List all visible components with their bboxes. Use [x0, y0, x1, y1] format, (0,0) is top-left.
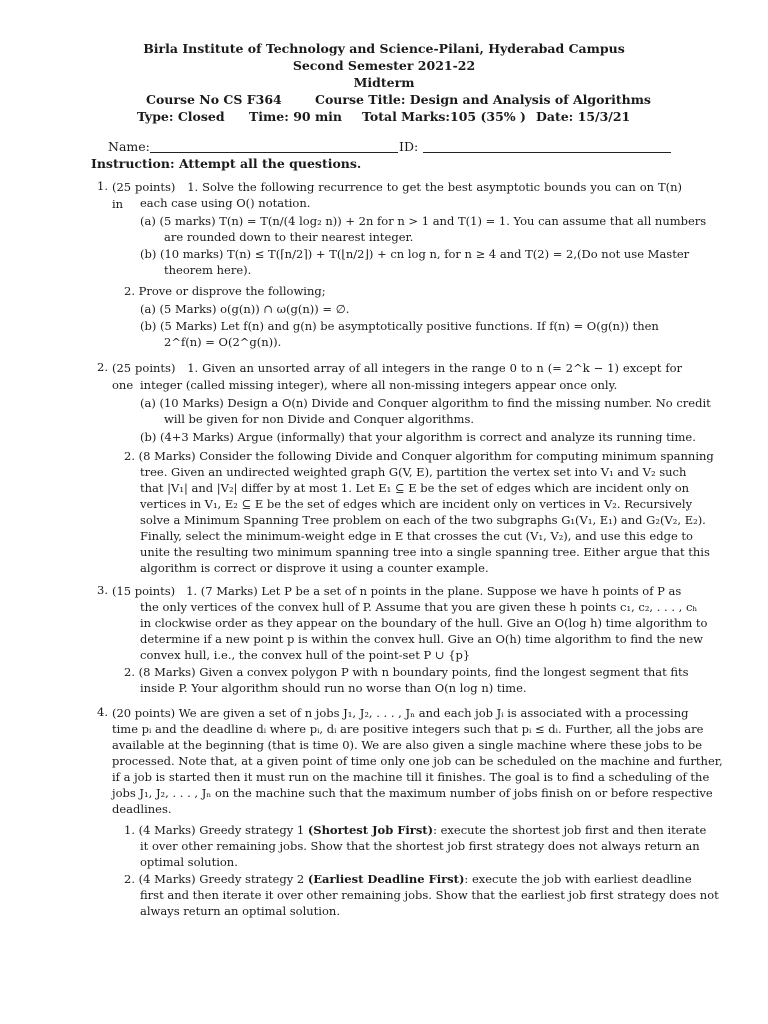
q3-points: (15 points) [112, 584, 176, 598]
q1-a-line1: (a) (5 marks) T(n) = T(n/(4 log₂ n)) + 2n for n > 1 and T(1) = 1. You can assume that all numbers [140, 214, 707, 228]
q3-p2-line2: inside P. Your algorithm should run no worse than O(n log n) time. [140, 681, 527, 695]
q3-p1-line5: convex hull, i.e., the convex hull of the point-set P ∪ {p} [140, 648, 471, 662]
q4-s2-strategy: (Earliest Deadline First) [307, 872, 465, 886]
q1-p2-a: (a) (5 Marks) o(g(n)) ∩ ω(g(n)) = ∅. [140, 302, 350, 316]
q2-p2-line4: vertices in V₁, E₂ ⊆ E be the set of edges which are incident only on vertices in V₂. Recursively [140, 497, 693, 511]
q4-line6: jobs J₁, J₂, . . . , Jₙ on the machine such that the maximum number of jobs finish on or before respective [112, 786, 713, 800]
q2-p1-line2: integer (called missing integer), where all non-missing integers appear once only. [140, 378, 618, 392]
q1-p2-b-line2: 2^f(n) = O(2^g(n)). [164, 335, 282, 349]
q1-a-line2: are rounded down to their nearest integer. [164, 230, 414, 244]
q1-number: 1. [97, 179, 108, 193]
q1-p2-b-line1: (b) (5 Marks) Let f(n) and g(n) be asymptotically positive functions. If f(n) = O(g(n)) then [140, 319, 659, 333]
course-no: Course No CS F364 [146, 92, 282, 107]
q4-s1-line3: optimal solution. [140, 855, 238, 869]
q1-p1-line1: 1. Solve the following recurrence to get the best asymptotic bounds you can on T(n) in [112, 180, 683, 211]
q4-s1-pre: 1. (4 Marks) Greedy strategy 1 [124, 823, 308, 837]
q2-a-line2: will be given for non Divide and Conquer algorithms. [164, 412, 475, 426]
q2-p2-line1: 2. (8 Marks) Consider the following Divide and Conquer algorithm for computing minimum spanning [124, 449, 714, 463]
q4-line3: available at the beginning (that is time 0). We are also given a single machine where these jobs to be [112, 738, 703, 752]
id-label: ID: [399, 139, 419, 154]
q2-p2-line5: solve a Minimum Spanning Tree problem on each of the two subgraphs G₁(V₁, E₁) and G₂(V₂, E₂). [140, 513, 706, 527]
name-label: Name: [108, 139, 150, 154]
q4-s2-pre: 2. (4 Marks) Greedy strategy 2 [124, 872, 308, 886]
exam-date: Date: 15/3/21 [536, 109, 631, 124]
q4-number: 4. [97, 705, 108, 719]
q2-a-line1: (a) (10 Marks) Design a O(n) Divide and Conquer algorithm to find the missing number. No credit [140, 396, 711, 410]
q2-p2-line7: unite the resulting two minimum spanning tree into a single spanning tree. Either argue that this [140, 545, 710, 559]
q2-points: (25 points) [112, 361, 176, 375]
q3-p1-line1: 1. (7 Marks) Let P be a set of n points in the plane. Suppose we have h points of P as [186, 584, 682, 598]
q2-p2-line8: algorithm is correct or disprove it using a counter example. [140, 561, 489, 575]
q2-p2-line2: tree. Given an undirected weighted graph G(V, E), partition the vertex set into V₁ and V₂ such [140, 465, 687, 479]
q3-intro [112, 583, 682, 600]
q4-s2-line1 [124, 871, 692, 888]
instruction: Instruction: Attempt all the questions. [91, 156, 362, 171]
q1-points: (25 points) [112, 180, 176, 194]
q4-line4: processed. Note that, at a given point of time only one job can be scheduled on the machine and further, [112, 754, 723, 768]
q3-p1-line3: in clockwise order as they appear on the boundary of the hull. Give an O(log h) time algorithm to [140, 616, 708, 630]
q3-p1-line2: the only vertices of the convex hull of P. Assume that you are given these h points c₁, c₂, . . . , cₕ [140, 600, 698, 614]
q2-p1-line1: 1. Given an unsorted array of all integers in the range 0 to n (= 2^k − 1) except for one [112, 361, 683, 392]
institute-name: Birla Institute of Technology and Science-Pilani, Hyderabad Campus [143, 41, 625, 56]
q1-b-line2: theorem here). [164, 263, 252, 277]
q4-line2: time pᵢ and the deadline dᵢ where pᵢ, dᵢ are positive integers such that pᵢ ≤ dᵢ. Further, all the jobs are [112, 722, 704, 736]
q4-s2-post: : execute the job with earliest deadline [464, 872, 692, 886]
q1-p2: 2. Prove or disprove the following; [124, 284, 326, 298]
q4-s1-strategy: (Shortest Job First) [307, 823, 434, 837]
q2-p2-line6: Finally, select the minimum-weight edge in E that crosses the cut (V₁, V₂), and use this edge to [140, 529, 693, 543]
q3-p2-line1: 2. (8 Marks) Given a convex polygon P with n boundary points, find the longest segment that fits [124, 665, 689, 679]
q2-p2-line3: that |V₁| and |V₂| differ by at most 1. Let E₁ ⊆ E be the set of edges which are incident only on [140, 481, 690, 495]
q2-number: 2. [97, 360, 108, 374]
id-field[interactable] [423, 152, 671, 153]
q4-line1: (20 points) We are given a set of n jobs J₁, J₂, . . . , Jₙ and each job Jᵢ is associated with a processing [112, 706, 689, 720]
course-title: Course Title: Design and Analysis of Algorithms [315, 92, 651, 107]
q4-s2-line2: first and then iterate it over other remaining jobs. Show that the earliest job first strategy does not [140, 888, 719, 902]
q3-number: 3. [97, 583, 108, 597]
q4-s1-line2: it over other remaining jobs. Show that the shortest job first strategy does not always return an [140, 839, 700, 853]
q3-p1-line4: determine if a new point p is within the convex hull. Give an O(h) time algorithm to find the new [140, 632, 704, 646]
semester: Second Semester 2021-22 [292, 58, 476, 73]
q4-s2-line3: always return an optimal solution. [140, 904, 340, 918]
exam-time: Time: 90 min [249, 109, 343, 124]
q4-line5: if a job is started then it must run on the machine till it finishes. The goal is to find a scheduling of the [112, 770, 710, 784]
q4-line7: deadlines. [112, 802, 172, 816]
q2-b-line1: (b) (4+3 Marks) Argue (informally) that your algorithm is correct and analyze its running time. [140, 430, 696, 444]
q4-s1-post: : execute the shortest job first and then iterate [433, 823, 707, 837]
q1-p1-line2: each case using O() notation. [140, 196, 311, 210]
total-marks: Total Marks:105 (35% ) [362, 109, 526, 124]
exam-title: Midterm [353, 75, 415, 90]
exam-type: Type: Closed [137, 109, 225, 124]
q4-s1-line1 [124, 822, 706, 839]
name-field[interactable] [150, 152, 398, 153]
q1-b-line1: (b) (10 marks) T(n) ≤ T(⌈n/2⌉) + T(⌊n/2⌋) + cn log n, for n ≥ 4 and T(2) = 2,(Do not use Master [140, 247, 690, 261]
